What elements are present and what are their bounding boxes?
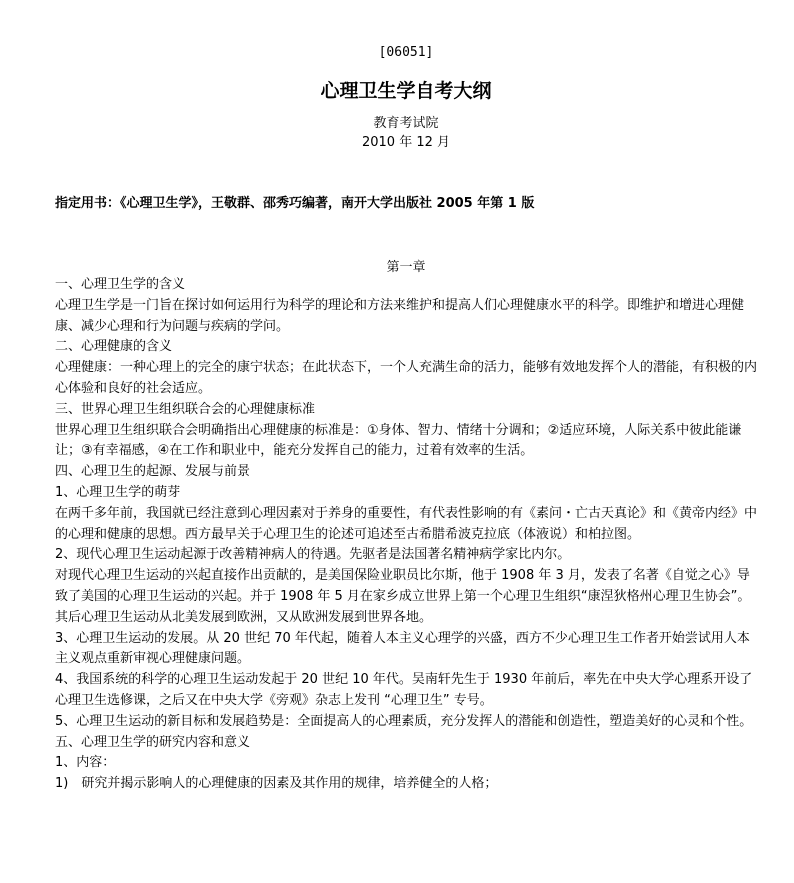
textbook-line: 指定用书：《心理卫生学》，王敬群、邵秀巧编著，南开大学出版社 2005 年第 1 版 <box>55 196 535 211</box>
section-heading: 一、心理卫生学的含义 <box>55 277 186 292</box>
document-title: 心理卫生学自考大纲 <box>320 80 492 102</box>
paragraph: 在两千多年前，我国就已经注意到心理因素对于养身的重要性，有代表性影响的有《素问・亡古天真论》和《黄帝内经》中的心理和健康的思想。西方最早关于心理卫生的论述可追述至古希腊希波克拉底（体液说）和柏拉图。 <box>55 505 758 542</box>
document-body <box>55 275 760 795</box>
section-heading: 三、世界心理卫生组织联合会的心理健康标准 <box>55 401 316 417</box>
chapter-heading: 第一章 <box>386 260 426 275</box>
paragraph: 心理健康：一种心理上的完全的康宁状态；在此状态下，一个人充满生命的活力，能够有效地发挥个人的潜能，有积极的内心体验和良好的社会适应。 <box>55 360 758 396</box>
section-heading: 四、心理卫生的起源、发展与前景 <box>55 464 251 480</box>
paragraph: 5、心理卫生运动的新目标和发展趋势是：全面提高人的心理素质，充分发挥人的潜能和创造性，塑造美好的心灵和个性。 <box>55 713 753 729</box>
paragraph: 心理卫生学是一门旨在探讨如何运用行为科学的理论和方法来维护和提高人们心理健康水平的科学。即维护和增进心理健康、减少心理和行为问题与疾病的学问。 <box>55 297 745 334</box>
issuer: 教育考试院 <box>373 116 439 131</box>
paragraph: 3、心理卫生运动的发展。从 20 世纪 70 年代起，随着人本主义心理学的兴盛，西方不少心理卫生工作者开始尝试用人本主义观点重新审视心理健康问题。 <box>55 630 750 667</box>
paragraph: 2、现代心理卫生运动起源于改善精神病人的待遇。先驱者是法国著名精神病学家比内尔。 <box>55 547 571 563</box>
course-code: [06051] <box>378 45 434 60</box>
issue-date: 2010 年 12 月 <box>361 135 451 150</box>
paragraph: 4、我国系统的科学的心理卫生运动发起于 20 世纪 10 年代。吴南轩先生于 1930 年前后，率先在中央大学心理系开设了心理卫生选修课，之后又在中央大学《旁观》杂志上发刊 “心理卫生” 专号。 <box>55 672 753 708</box>
subsection-heading: 1、内容： <box>55 755 116 771</box>
subsection-heading: 1、心理卫生学的萌芽 <box>55 484 181 500</box>
paragraph: 世界心理卫生组织联合会明确指出心理健康的标准是：①身体、智力、情绪十分调和；②适应环境，人际关系中彼此能谦让；③有幸福感，④在工作和职业中，能充分发挥自己的能力，过着有效率的生活。 <box>55 422 742 459</box>
list-item: 1) 研究并揭示影响人的心理健康的因素及其作用的规律，培养健全的人格； <box>55 776 498 792</box>
paragraph: 对现代心理卫生运动的兴起直接作出贡献的，是美国保险业职员比尔斯，他于 1908 年 3 月，发表了名著《自觉之心》导致了美国的心理卫生运动的兴起。并于 1908 年 5 月在家乡成立世界上第一个心理卫生组织“康涅狄格州心理卫生协会”。 其后心理卫生运动从北美发展到欧洲，又从欧洲发展到世界各地。 <box>55 568 751 625</box>
section-heading: 二、心理健康的含义 <box>55 339 173 355</box>
section-heading: 五、心理卫生学的研究内容和意义 <box>55 734 251 750</box>
